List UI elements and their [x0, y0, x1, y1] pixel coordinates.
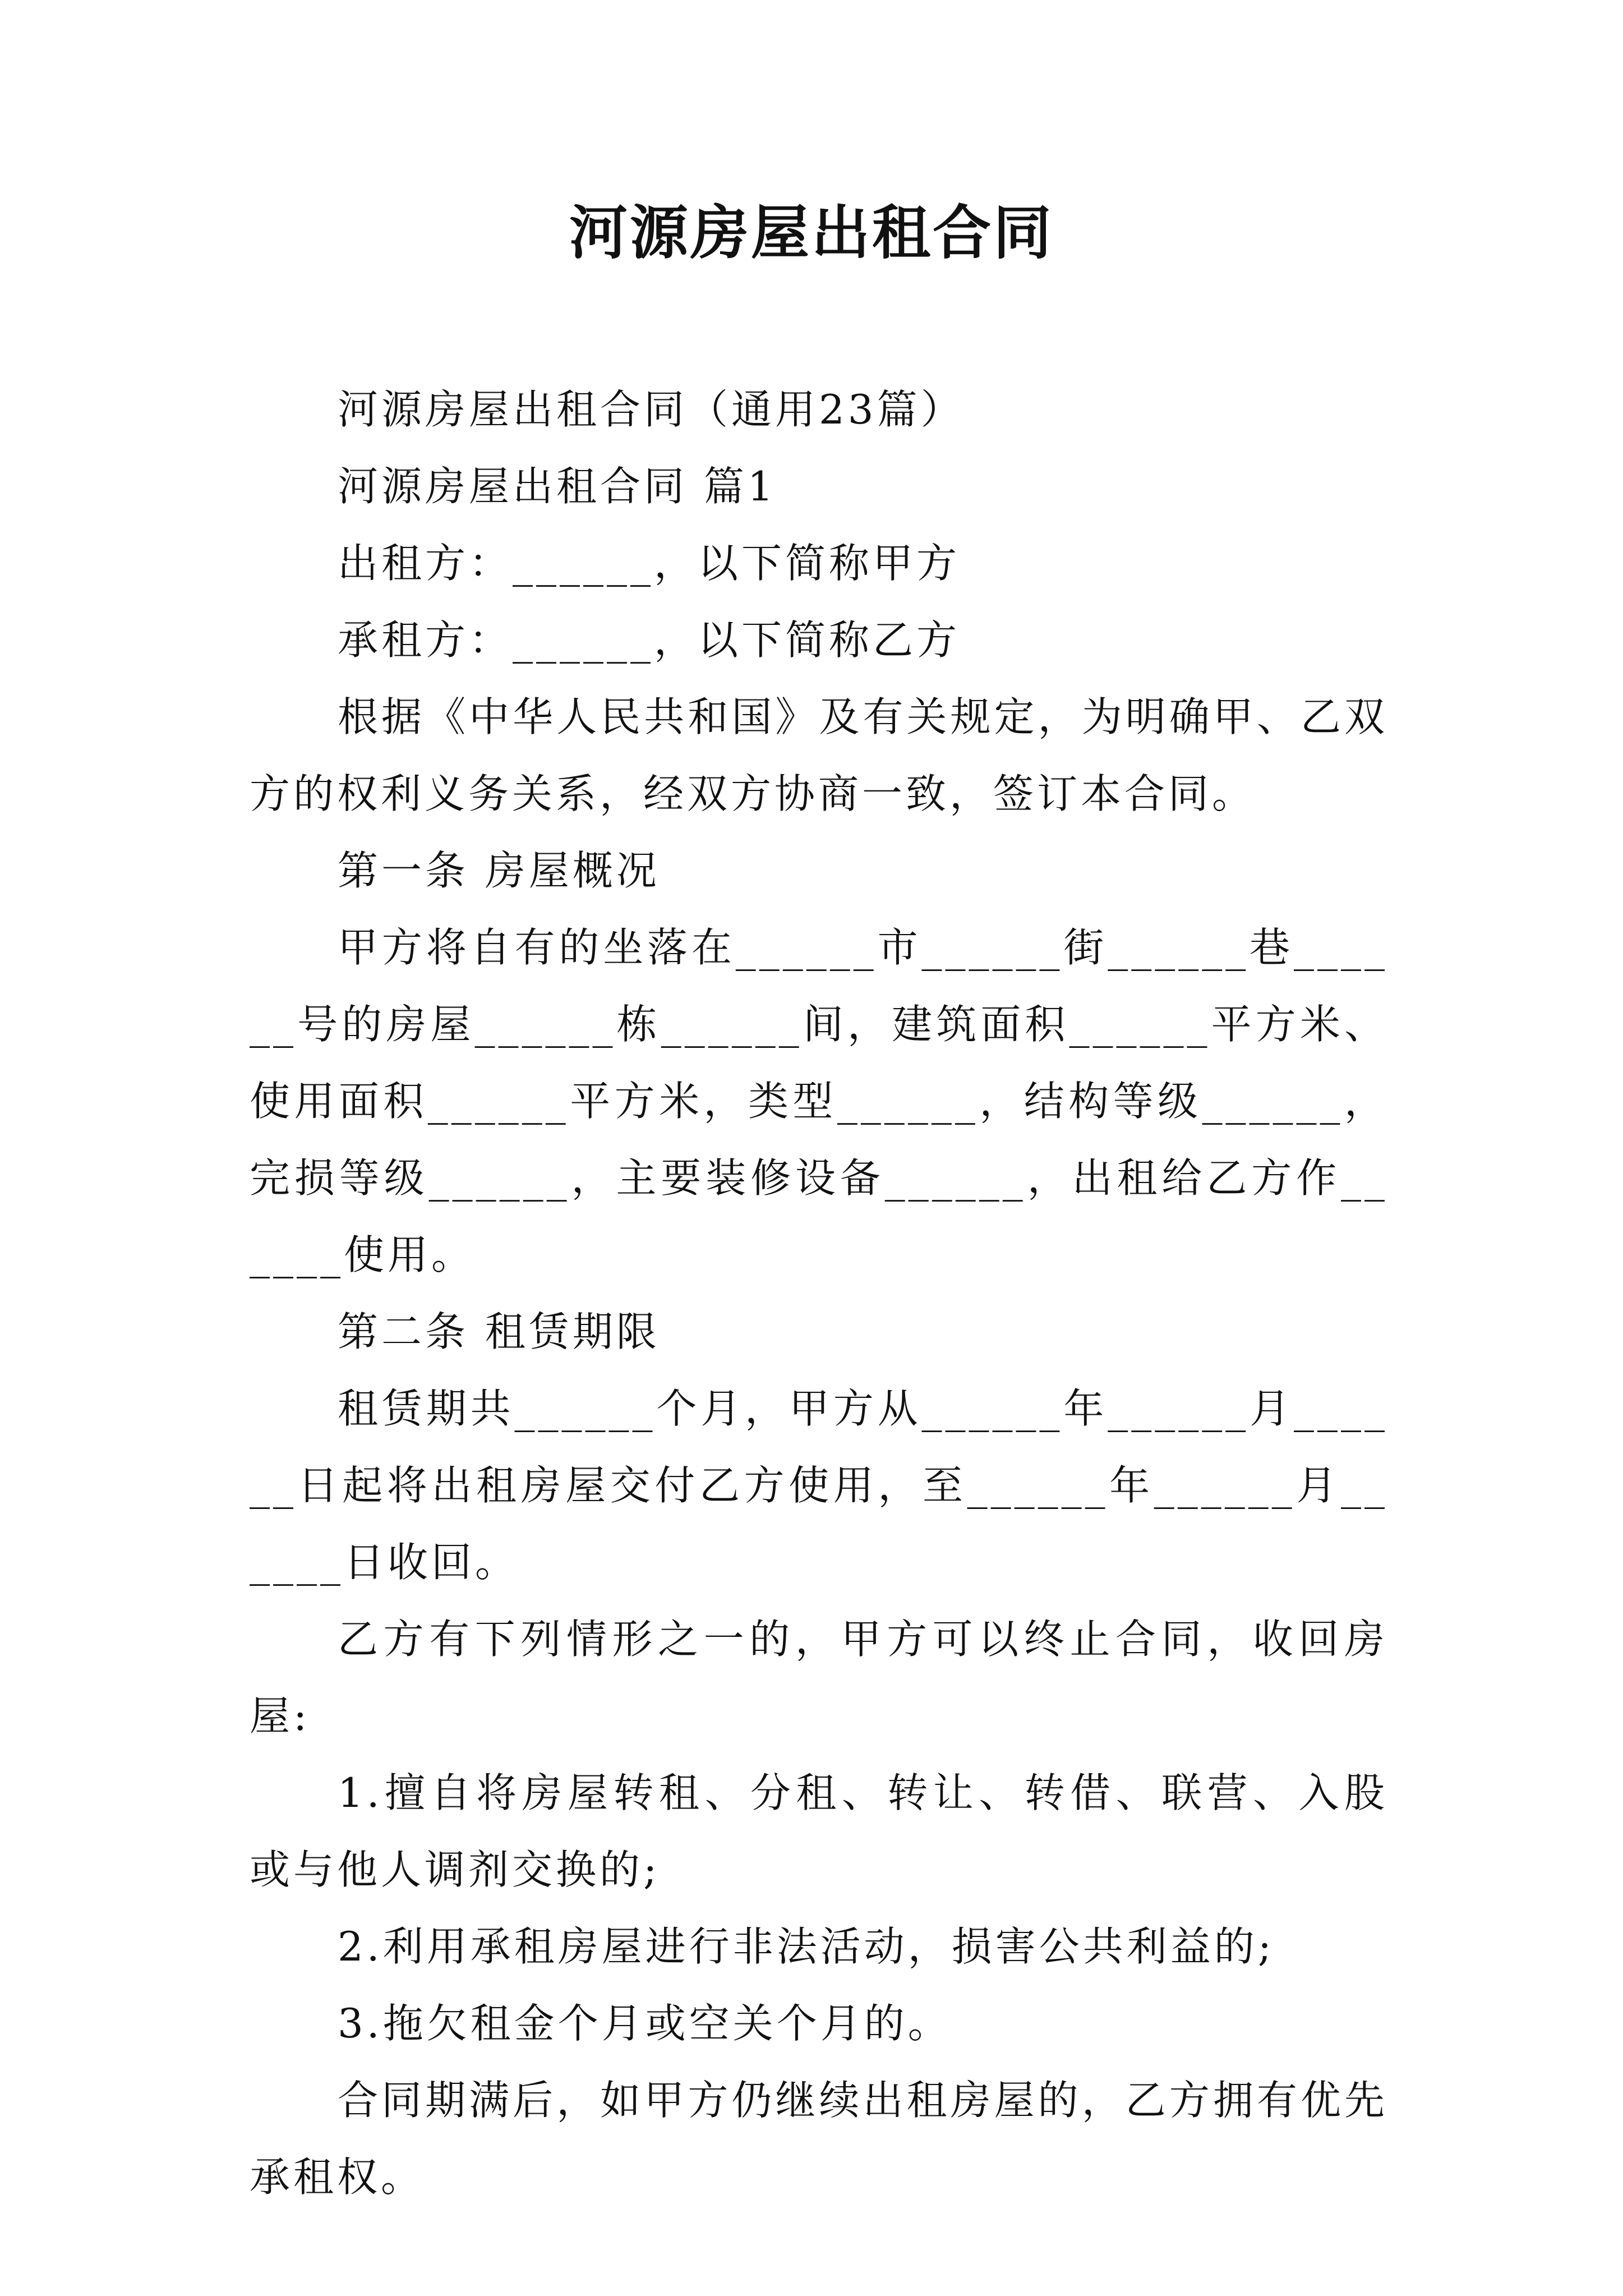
paragraph-article-1-body: 甲方将自有的坐落在______市______街______巷______号的房屋______栋______间，建筑面积______平方米、使用面积______平方米，类型______，结构等级______，完损等级______，主要装修设备______，出租给乙方作______使用。	[250, 924, 1388, 1278]
paragraph-lessee: 承租方：______，以下简称乙方	[338, 616, 961, 664]
document-body	[250, 371, 1388, 2216]
paragraph-article-1-heading: 第一条 房屋概况	[338, 847, 660, 894]
paragraph-article-2-heading: 第二条 租赁期限	[338, 1308, 660, 1355]
document-title: 河源房屋出租合同	[569, 198, 1054, 267]
paragraph-priority-renewal: 合同期满后，如甲方仍继续出租房屋的，乙方拥有优先承租权。	[250, 2077, 1388, 2201]
paragraph-termination-item-3: 3.拖欠租金个月或空关个月的。	[338, 2000, 952, 2047]
paragraph-section-heading: 河源房屋出租合同 篇1	[338, 463, 777, 510]
paragraph-collection-title: 河源房屋出租合同（通用23篇）	[338, 386, 965, 433]
paragraph-article-2-body: 租赁期共______个月，甲方从______年______月______日起将出租房屋交付乙方使用，至______年______月______日收回。	[250, 1385, 1388, 1586]
paragraph-termination-item-1: 1.擅自将房屋转租、分租、转让、转借、联营、入股或与他人调剂交换的;	[250, 1769, 1388, 1893]
paragraph-lessor: 出租方：______，以下简称甲方	[338, 540, 961, 587]
paragraph-termination-item-2: 2.利用承租房屋进行非法活动，损害公共利益的;	[338, 1923, 1275, 1970]
paragraph-termination-intro: 乙方有下列情形之一的，甲方可以终止合同，收回房屋:	[250, 1616, 1388, 1740]
paragraph-preamble: 根据《中华人民共和国》及有关规定，为明确甲、乙双方的权利义务关系，经双方协商一致，签订本合同。	[250, 693, 1388, 817]
